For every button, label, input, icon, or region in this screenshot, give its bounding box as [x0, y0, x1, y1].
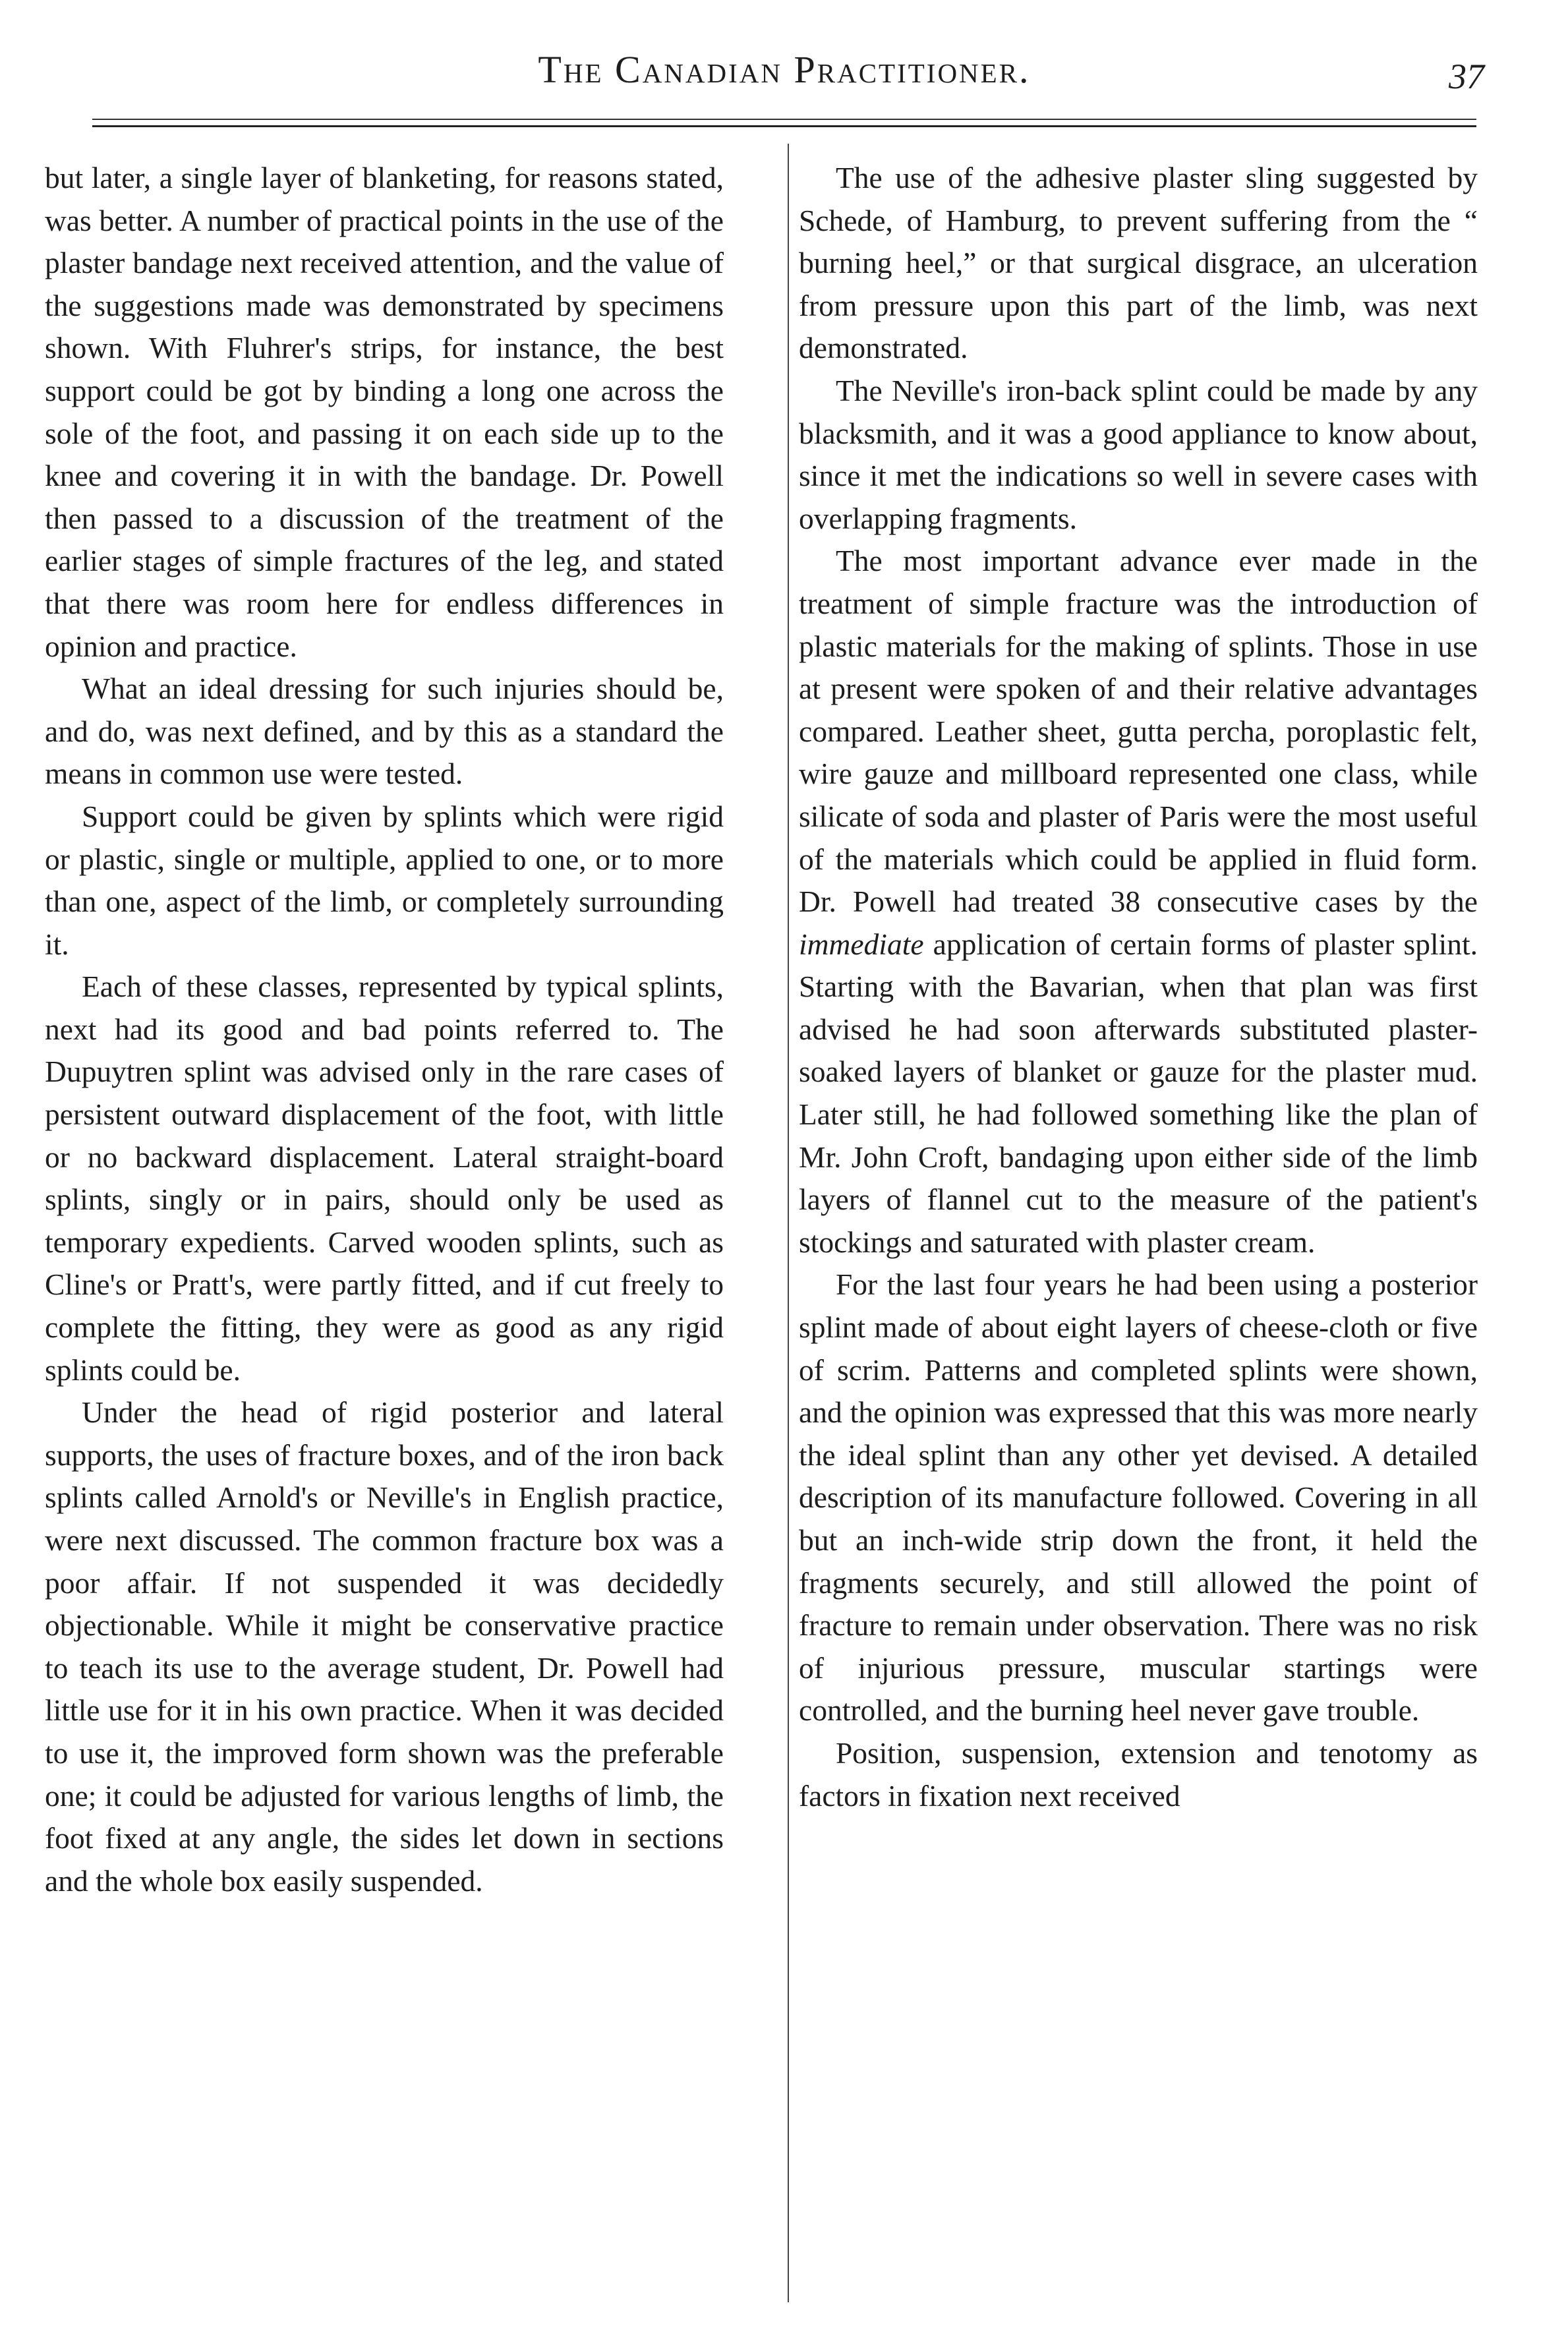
- paragraph: The Neville's iron-back splint could be made by any blacksmith, and it was a good appliance to know about, since it met the indications so well in severe cases with overlapping fragments.: [799, 373, 1478, 535]
- paragraph: but later, a single layer of blanketing, for reasons stated, was better. A number of practical points in the use of the plaster bandage next received attention, and the value of the suggestions made was demonstrated by specimens shown. With Fluhrer's strips, for instance, the best support could be got by binding a long one across the sole of the foot, and passing it on each side up to the knee and covering it in with the bandage. Dr. Powell then passed to a discussion of the treatment of the earlier stages of simple fractures of the leg, and stated that there was room here for endless differences in opinion and practice.: [45, 161, 724, 663]
- paragraph: Support could be given by splints which were rigid or plastic, single or multiple, applied to one, or to more than one, aspect of the limb, or completely surrounding it.: [45, 799, 724, 961]
- right-column: [799, 157, 1478, 1817]
- paragraph: The use of the adhesive plaster sling suggested by Schede, of Hamburg, to prevent suffering from the “ burning heel,” or that surgical disgrace, an ulceration from pressure upon this part of the limb, was next demonstrated.: [799, 161, 1478, 365]
- paragraph: Under the head of rigid posterior and lateral supports, the uses of fracture boxes, and of the iron back splints called Arnold's or Neville's in English practice, were next discussed. The common fracture box was a poor affair. If not suspended it was decidedly objectionable. While it might be conservative practice to teach its use to the average student, Dr. Powell had little use for it in his own practice. When it was decided to use it, the improved form shown was the preferable one; it could be adjusted for various lengths of limb, the foot fixed at any angle, the sides let down in sections and the whole box easily suspended.: [45, 1395, 724, 1898]
- paragraph: [799, 540, 1478, 1264]
- page-number: 37: [1449, 57, 1484, 96]
- paragraph-text: application of certain forms of plaster splint. Starting with the Bavarian, when that plan was first advised he had soon afterwards substituted plaster-soaked layers of blanket or gauze for the plaster mud. Later still, he had followed something like the plan of Mr. John Croft, bandaging upon either side of the limb layers of flannel cut to the measure of the patient's stockings and saturated with plaster cream.: [799, 927, 1478, 1259]
- paragraph: Position, suspension, extension and tenotomy as factors in fixation next received: [799, 1735, 1478, 1813]
- italic-term: immediate: [799, 927, 924, 961]
- paragraph-text: The most important advance ever made in the treatment of simple fracture was the introduction of plastic materials for the making of splints. Those in use at present were spoken of and their relative advantages compared. Leather sheet, gutta percha, poroplastic felt, wire gauze and millboard represented one class, while silicate of soda and plaster of Paris were the most useful of the materials which could be applied in fluid form. Dr. Powell had treated 38 consecutive cases by the: [799, 544, 1478, 919]
- running-title: The Canadian Practitioner.: [538, 48, 1031, 91]
- paragraph: What an ideal dressing for such injuries should be, and do, was next defined, and by this as a standard the means in common use were tested.: [45, 672, 724, 791]
- paragraph: For the last four years he had been using a posterior splint made of about eight layers of cheese-cloth or five of scrim. Patterns and completed splints were shown, and the opinion was expressed that this was more nearly the ideal splint than any other yet devised. A detailed description of its manufacture followed. Covering in all but an inch-wide strip down the front, it held the fragments securely, and still allowed the point of fracture to remain under observation. There was no risk of injurious pressure, muscular startings were controlled, and the burning heel never gave trouble.: [799, 1267, 1478, 1728]
- left-column: [45, 157, 724, 1902]
- page-header: [79, 38, 1490, 111]
- header-rule-thick: [92, 125, 1476, 127]
- paragraph: Each of these classes, represented by typical splints, next had its good and bad points referred to. The Dupuytren splint was advised only in the rare cases of persistent outward displacement of the foot, with little or no backward displacement. Lateral straight-board splints, singly or in pairs, should only be used as temporary expedients. Carved wooden splints, such as Cline's or Pratt's, were partly fitted, and if cut freely to complete the fitting, they were as good as any rigid splints could be.: [45, 970, 724, 1387]
- header-rule-thin: [92, 119, 1476, 120]
- column-divider: [788, 144, 789, 2302]
